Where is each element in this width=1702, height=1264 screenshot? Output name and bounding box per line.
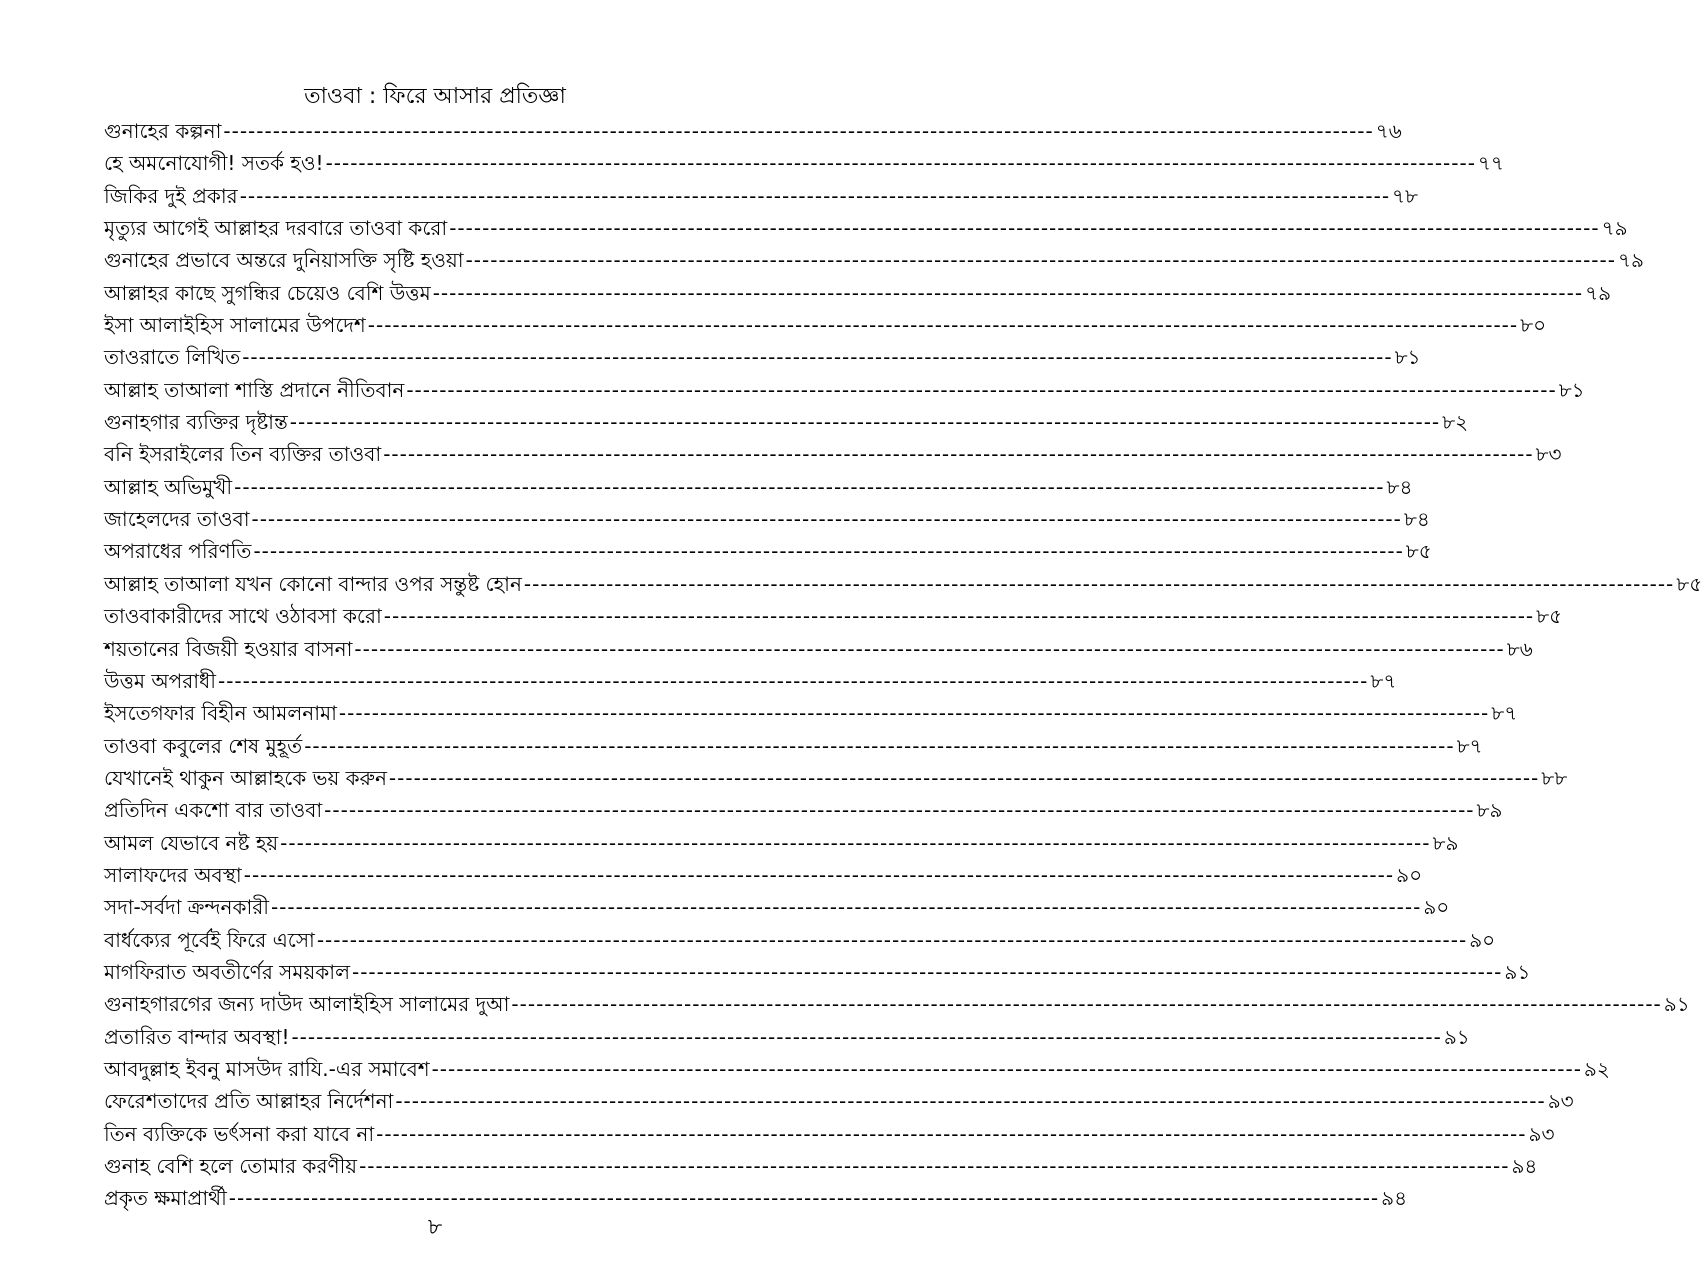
toc-entry-title: গুনাহগারগের জন্য দাউদ আলাইহিস সালামের দুআ [104,992,510,1017]
toc-entry-title: মাগফিরাত অবতীর্ণের সময়কাল [104,959,350,984]
toc-leader [244,859,1394,891]
toc-leader [242,341,1392,373]
toc-entry-page: ৮০ [1520,313,1547,338]
toc-entry [104,212,1628,244]
table-of-contents [104,115,1702,1215]
toc-entry-title: আবদুল্লাহ ইবনু মাসউদ রাযি.-এর সমাবেশ [104,1056,430,1081]
toc-entry [104,374,1585,406]
toc-entry-title: প্রতারিত বান্দার অবস্থা! [104,1024,290,1049]
toc-entry-title: গুনাহ বেশি হলে তোমার করণীয় [104,1154,358,1178]
toc-entry [104,535,1432,567]
toc-entry [104,115,1402,147]
toc-leader [280,827,1430,859]
toc-leader [432,1053,1582,1085]
toc-entry [104,762,1568,794]
toc-entry [104,1182,1408,1214]
toc-entry [104,341,1421,373]
toc-entry-page: ৯৪ [1511,1154,1538,1178]
toc-entry [104,600,1563,632]
toc-entry-title: আল্লাহর কাছে সুগন্ধির চেয়েও বেশি উত্তম [104,280,431,305]
toc-entry-title: তিন ব্যক্তিকে ভর্ৎসনা করা যাবে না [104,1121,375,1146]
toc-entry-title: বার্ধক্যের পূর্বেই ফিরে এসো [104,927,315,952]
toc-entry-title: মৃত্যুর আগেই আল্লাহর দরবারে তাওবা করো [104,216,448,241]
toc-leader [317,924,1467,956]
toc-entry-page: ৯০ [1469,927,1496,952]
toc-entry-title: আল্লাহ অভিমুখী [104,474,233,499]
toc-entry-page: ৯১ [1663,992,1690,1017]
toc-entry-page: ৯১ [1504,959,1531,984]
toc-entry [104,309,1547,341]
toc-leader [324,794,1474,826]
toc-entry [104,794,1503,826]
toc-entry-page: ৮৫ [1676,571,1702,596]
toc-entry-page: ৮৯ [1476,798,1503,823]
toc-entry-page: ৮৫ [1405,539,1432,564]
toc-entry-page: ৭৭ [1477,151,1504,176]
toc-entry-page: ৯৪ [1381,1186,1408,1211]
toc-entry [104,665,1397,697]
toc-entry-page: ৮২ [1442,410,1469,435]
toc-entry-title: সদা-সর্বদা ক্রন্দনকারী [104,895,269,920]
toc-entry-title: বনি ইসরাইলের তিন ব্যক্তির তাওবা [104,442,382,467]
toc-entry-title: তাওবাকারীদের সাথে ওঠাবসা করো [104,604,382,629]
toc-leader [376,1118,1526,1150]
toc-entry-page: ৭৯ [1601,216,1628,241]
toc-entry-title: হে অমনোযোগী! সতর্ক হও! [104,151,324,176]
toc-entry-title: ইসতেগফার বিহীন আমলনামা [104,701,337,726]
toc-entry-page: ৮৩ [1535,442,1562,467]
toc-entry [104,438,1562,470]
toc-entry [104,891,1450,923]
toc-entry-page: ৯১ [1443,1024,1470,1049]
toc-entry-title: শয়তানের বিজয়ী হওয়ার বাসনা [104,636,353,661]
toc-entry-page: ৯০ [1423,895,1450,920]
toc-entry [104,697,1518,729]
toc-entry [104,827,1459,859]
toc-entry-page: ৯৩ [1528,1121,1555,1146]
toc-entry [104,1118,1555,1150]
toc-leader [395,1085,1545,1117]
toc-leader [218,665,1368,697]
toc-entry-title: গুনাহের কল্পনা [104,119,222,143]
toc-entry [104,956,1531,988]
toc-entry-page: ৮৮ [1541,765,1568,790]
toc-leader [354,633,1504,665]
toc-entry-page: ৭৮ [1392,183,1419,208]
toc-leader [234,471,1384,503]
toc-leader [511,988,1661,1020]
toc-entry [104,244,1644,276]
toc-entry-title: আল্লাহ তাআলা যখন কোনো বান্দার ওপর সন্তুষ্ট হোন [104,571,522,596]
toc-entry-title: সালাফদের অবস্থা [104,862,242,887]
toc-entry-title: গুনাহগার ব্যক্তির দৃষ্টান্ত [104,410,288,435]
toc-entry-title: জাহেলদের তাওবা [104,507,250,532]
toc-entry-page: ৯২ [1583,1056,1610,1081]
toc-leader [326,147,1476,179]
toc-leader [524,568,1674,600]
toc-leader [368,309,1518,341]
toc-entry [104,503,1430,535]
toc-entry-title: উত্তম অপরাধী [104,668,216,693]
toc-entry-page: ৭৯ [1617,248,1644,273]
page-title: তাওবা : ফিরে আসার প্রতিজ্ঞা [304,84,566,109]
toc-entry-page: ৮১ [1394,345,1421,370]
toc-leader [290,406,1440,438]
toc-entry [104,406,1469,438]
toc-entry [104,1053,1610,1085]
toc-leader [389,762,1539,794]
toc-entry-title: যেখানেই থাকুন আল্লাহকে ভয় করুন [104,765,387,790]
toc-entry [104,1085,1574,1117]
toc-entry-title: জিকির দুই প্রকার [104,183,238,208]
toc-entry-page: ৮৪ [1386,474,1413,499]
toc-entry-title: আল্লাহ তাআলা শাস্তি প্রদানে নীতিবান [104,377,405,402]
toc-leader [291,1021,1441,1053]
toc-entry-title: আমল যেভাবে নষ্ট হয় [104,830,279,855]
toc-entry-page: ৮৪ [1403,507,1430,532]
toc-entry-title: অপরাধের পরিণতি [104,539,252,564]
toc-entry-title: প্রতিদিন একশো বার তাওবা [104,798,323,823]
toc-entry-title: তাওরাতে লিখিত [104,345,241,370]
toc-entry-page: ৮৫ [1536,604,1563,629]
toc-leader [304,730,1454,762]
toc-entry-title: গুনাহের প্রভাবে অন্তরে দুনিয়াসক্তি সৃষ্টি হওয়া [104,248,464,273]
toc-entry-page: ৭৬ [1375,119,1402,143]
toc-entry [104,1021,1470,1053]
toc-entry [104,471,1413,503]
toc-entry [104,633,1533,665]
toc-entry [104,988,1690,1020]
toc-leader [252,503,1402,535]
toc-entry [104,1150,1538,1182]
toc-entry [104,924,1496,956]
toc-leader [406,374,1556,406]
toc-entry-page: ৮১ [1558,377,1585,402]
toc-entry-page: ৯৩ [1547,1089,1574,1114]
toc-leader [466,244,1616,276]
toc-entry [104,180,1419,212]
toc-leader [229,1182,1379,1214]
toc-entry-page: ৮৭ [1456,733,1483,758]
toc-leader [339,697,1489,729]
toc-leader [359,1150,1509,1182]
toc-leader [384,600,1534,632]
toc-leader [383,438,1533,470]
toc-leader [449,212,1599,244]
toc-entry-page: ৮৭ [1491,701,1518,726]
toc-entry [104,568,1702,600]
toc-entry-title: তাওবা কবুলের শেষ মুহূর্ত [104,733,303,758]
toc-leader [271,891,1421,923]
toc-entry-title: ফেরেশতাদের প্রতি আল্লাহর নির্দেশনা [104,1089,394,1114]
page-number: ৮ [427,1215,443,1240]
toc-entry [104,277,1612,309]
toc-entry [104,147,1504,179]
toc-entry-page: ৮৬ [1506,636,1533,661]
toc-entry-title: প্রকৃত ক্ষমাপ্রার্থী [104,1186,227,1211]
toc-entry-page: ৮৭ [1370,668,1397,693]
toc-leader [240,180,1390,212]
toc-entry-title: ইসা আলাইহিস সালামের উপদেশ [104,313,366,338]
toc-entry [104,730,1483,762]
toc-entry-page: ৯০ [1396,862,1423,887]
toc-entry [104,859,1423,891]
toc-leader [433,277,1583,309]
toc-leader [352,956,1502,988]
toc-leader [223,115,1373,147]
toc-entry-page: ৭৯ [1585,280,1612,305]
toc-leader [253,535,1403,567]
toc-entry-page: ৮৯ [1432,830,1459,855]
